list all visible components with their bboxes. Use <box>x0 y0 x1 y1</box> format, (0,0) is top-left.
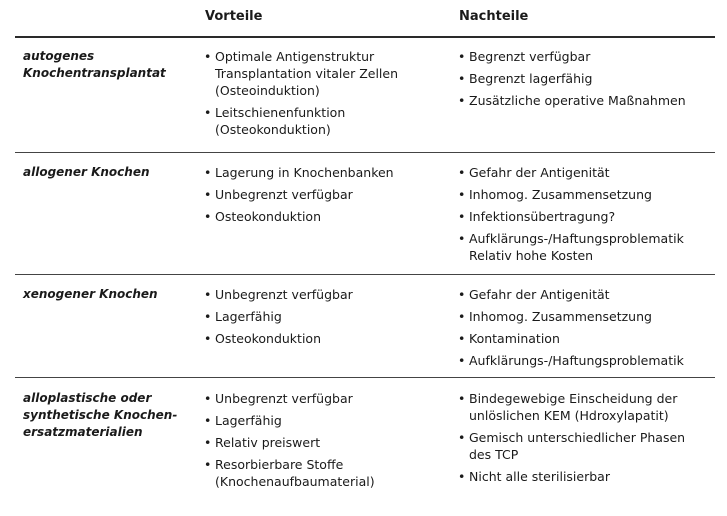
column-header-vorteile: Vorteile <box>205 9 263 24</box>
list-item: • Gefahr der Antigenität <box>458 286 720 303</box>
list-item: • Unbegrenzt verfügbar <box>204 390 444 407</box>
row-divider <box>15 377 715 378</box>
list-item: • Begrenzt lagerfähig <box>458 70 720 87</box>
pros-list <box>204 48 444 143</box>
list-item: • Optimale Antigenstruktur Transplantation vitaler Zellen (Osteoinduktion) <box>204 48 444 99</box>
cons-list <box>458 164 720 269</box>
list-item: • Aufklärungs-/Haftungsproblematik Relativ hohe Kosten <box>458 230 720 264</box>
row-label: allogener Knochen <box>23 165 150 179</box>
list-item: • Lagerfähig <box>204 412 444 429</box>
column-header-nachteile: Nachteile <box>459 9 529 24</box>
pros-list <box>204 164 444 230</box>
list-item: • Gemisch unterschiedlicher Phasen des TCP <box>458 429 720 463</box>
list-item: • Unbegrenzt verfügbar <box>204 186 444 203</box>
list-item: • Bindegewebige Einscheidung der unlöslichen KEM (Hdroxylapatit) <box>458 390 720 424</box>
row-label: xenogener Knochen <box>23 287 158 301</box>
pros-list <box>204 390 444 495</box>
list-item: • Relativ preiswert <box>204 434 444 451</box>
row-label: autogenes Knochentransplantat <box>23 49 166 80</box>
header-divider <box>15 36 715 38</box>
list-item: • Gefahr der Antigenität <box>458 164 720 181</box>
list-item: • Begrenzt verfügbar <box>458 48 720 65</box>
list-item: • Nicht alle sterilisierbar <box>458 468 720 485</box>
list-item: • Kontamination <box>458 330 720 347</box>
list-item: • Lagerung in Knochenbanken <box>204 164 444 181</box>
list-item: • Unbegrenzt verfügbar <box>204 286 444 303</box>
list-item: • Inhomog. Zusammensetzung <box>458 186 720 203</box>
list-item: • Leitschienenfunktion (Osteokonduktion) <box>204 104 444 138</box>
list-item: • Lagerfähig <box>204 308 444 325</box>
row-divider <box>15 274 715 275</box>
list-item: • Infektionsübertragung? <box>458 208 720 225</box>
cons-list <box>458 48 720 114</box>
pros-list <box>204 286 444 352</box>
list-item: • Aufklärungs-/Haftungsproblematik <box>458 352 720 369</box>
row-label: alloplastische oder synthetische Knochen- ersatzmaterialien <box>23 391 178 439</box>
cons-list <box>458 286 720 374</box>
row-divider <box>15 152 715 153</box>
list-item: • Zusätzliche operative Maßnahmen <box>458 92 720 109</box>
cons-list <box>458 390 720 490</box>
list-item: • Resorbierbare Stoffe (Knochenaufbaumaterial) <box>204 456 444 490</box>
list-item: • Inhomog. Zusammensetzung <box>458 308 720 325</box>
list-item: • Osteokonduktion <box>204 208 444 225</box>
list-item: • Osteokonduktion <box>204 330 444 347</box>
